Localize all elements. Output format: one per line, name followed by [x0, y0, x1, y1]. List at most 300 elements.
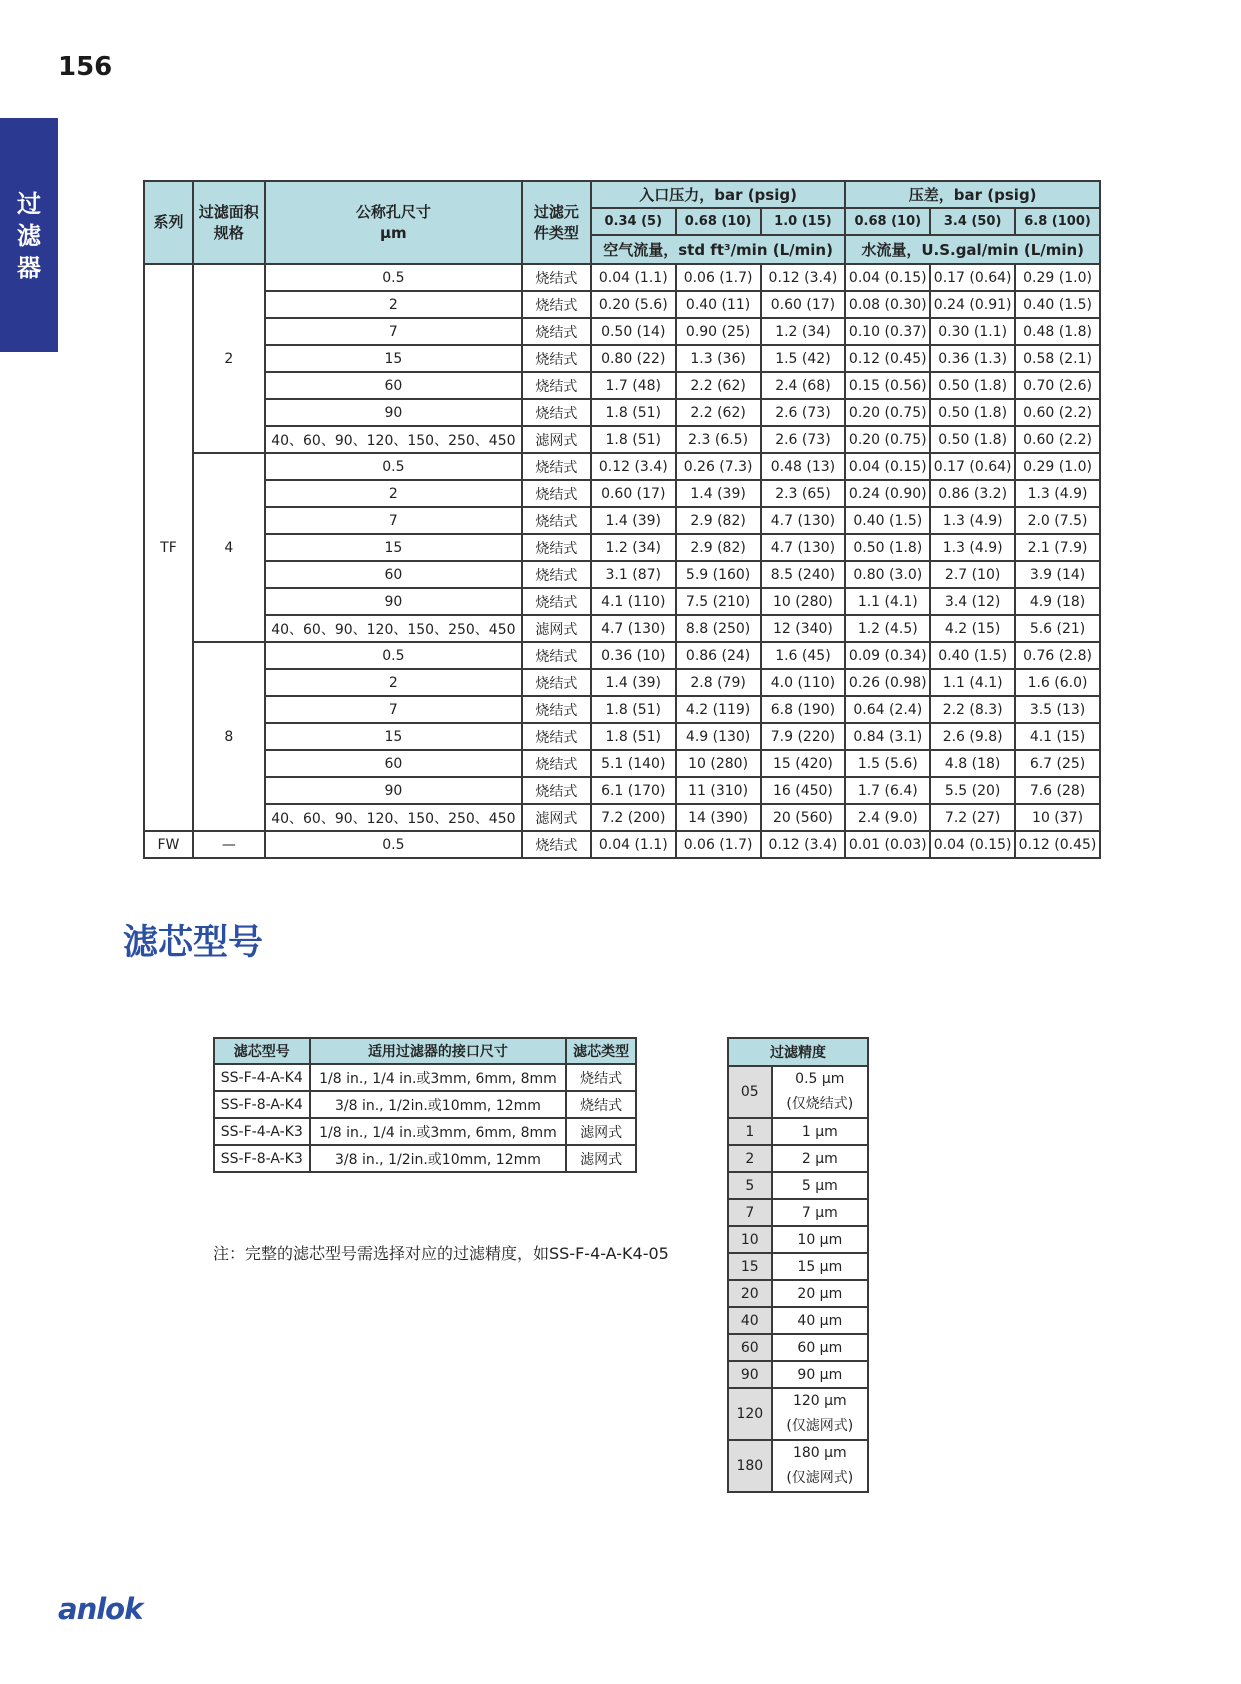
spec-cell: 5.5 (20): [930, 777, 1015, 804]
model-cell: SS-F-8-A-K4: [214, 1091, 310, 1118]
spec-cell: 7: [265, 696, 522, 723]
spec-cell: 0.12 (0.45): [1015, 831, 1100, 858]
spec-cell: 2.3 (6.5): [676, 426, 761, 453]
precision-row: [728, 1199, 868, 1226]
spec-cell: 60: [265, 750, 522, 777]
spec-cell: 0.80 (22): [591, 345, 676, 372]
header-series: 系列: [144, 181, 193, 264]
precision-code: 120: [728, 1388, 772, 1440]
spec-row: [144, 696, 1100, 723]
spec-cell: 0.76 (2.8): [1015, 642, 1100, 669]
model-cell: 滤网式: [566, 1118, 636, 1145]
precision-header: 过滤精度: [728, 1038, 868, 1066]
spec-cell: 0.04 (0.15): [845, 264, 930, 291]
spec-cell: 2.2 (8.3): [930, 696, 1015, 723]
spec-cell: 2: [265, 669, 522, 696]
header-pore-size: [265, 181, 522, 264]
spec-cell: 1.2 (34): [761, 318, 846, 345]
spec-cell: 2.6 (73): [761, 426, 846, 453]
spec-row: [144, 372, 1100, 399]
spec-cell: 0.60 (2.2): [1015, 399, 1100, 426]
spec-cell: 0.01 (0.03): [845, 831, 930, 858]
spec-cell: 0.40 (1.5): [1015, 291, 1100, 318]
spec-cell: 1.5 (5.6): [845, 750, 930, 777]
spec-cell: 烧结式: [522, 453, 591, 480]
model-cell: 烧结式: [566, 1064, 636, 1091]
header-area-line1: 过滤面积: [198, 202, 259, 221]
header-element-line1: 过滤元: [533, 202, 579, 221]
spec-cell: 1.7 (6.4): [845, 777, 930, 804]
spec-cell: 0.29 (1.0): [1015, 453, 1100, 480]
precision-value: 90 μm: [772, 1361, 868, 1388]
spec-row: [144, 453, 1100, 480]
precision-value: [772, 1388, 868, 1440]
spec-cell: 40、60、90、120、150、250、450: [265, 804, 522, 831]
precision-code: 90: [728, 1361, 772, 1388]
spec-cell: 3.1 (87): [591, 561, 676, 588]
spec-cell: 烧结式: [522, 669, 591, 696]
spec-row: [144, 723, 1100, 750]
precision-code: 05: [728, 1066, 772, 1118]
spec-cell: 20 (560): [761, 804, 846, 831]
spec-cell: 7: [265, 507, 522, 534]
spec-cell: 0.40 (11): [676, 291, 761, 318]
precision-code: 15: [728, 1253, 772, 1280]
spec-cell: 1.3 (36): [676, 345, 761, 372]
model-row: [214, 1064, 636, 1091]
spec-cell: 4.7 (130): [761, 507, 846, 534]
spec-cell: 0.24 (0.90): [845, 480, 930, 507]
spec-cell: 2.9 (82): [676, 534, 761, 561]
spec-cell: 0.60 (17): [761, 291, 846, 318]
header-pore-line1: 公称孔尺寸: [355, 202, 431, 221]
spec-cell: 烧结式: [522, 696, 591, 723]
spec-cell: 烧结式: [522, 291, 591, 318]
spec-cell: 11 (310): [676, 777, 761, 804]
spec-cell: 烧结式: [522, 345, 591, 372]
spec-cell: 2.4 (9.0): [845, 804, 930, 831]
spec-cell: 烧结式: [522, 588, 591, 615]
precision-value: 5 μm: [772, 1172, 868, 1199]
precision-value-text: 0.5 μm: [795, 1071, 845, 1087]
spec-cell: 7.2 (200): [591, 804, 676, 831]
spec-cell: 0.09 (0.34): [845, 642, 930, 669]
precision-code: 7: [728, 1199, 772, 1226]
spec-cell: 0.24 (0.91): [930, 291, 1015, 318]
spec-cell: 4.2 (15): [930, 615, 1015, 642]
spec-cell: 1.8 (51): [591, 723, 676, 750]
side-tab-char: 滤: [17, 222, 41, 250]
spec-cell: 烧结式: [522, 399, 591, 426]
spec-cell: 1.2 (4.5): [845, 615, 930, 642]
spec-cell: 7.6 (28): [1015, 777, 1100, 804]
spec-cell: 0.04 (1.1): [591, 264, 676, 291]
spec-cell: 0.04 (0.15): [930, 831, 1015, 858]
model-row: [214, 1145, 636, 1172]
spec-cell: 0.50 (14): [591, 318, 676, 345]
spec-cell: 40、60、90、120、150、250、450: [265, 615, 522, 642]
spec-cell: 4.9 (18): [1015, 588, 1100, 615]
spec-cell: 5.9 (160): [676, 561, 761, 588]
spec-cell: 3.9 (14): [1015, 561, 1100, 588]
spec-cell: 4.7 (130): [591, 615, 676, 642]
precision-note: (仅滤网式): [786, 1418, 854, 1434]
header-inlet-value: 1.0 (15): [761, 208, 846, 235]
spec-cell: 滤网式: [522, 615, 591, 642]
side-tab-char: 器: [17, 254, 41, 282]
header-element-type: [522, 181, 591, 264]
spec-row: [144, 588, 1100, 615]
spec-cell: 2.0 (7.5): [1015, 507, 1100, 534]
spec-cell: 2.3 (65): [761, 480, 846, 507]
spec-row: [144, 750, 1100, 777]
spec-cell: 7.2 (27): [930, 804, 1015, 831]
spec-cell: 烧结式: [522, 831, 591, 858]
model-header: 滤芯型号: [214, 1038, 310, 1064]
spec-cell: 0.90 (25): [676, 318, 761, 345]
spec-cell: 16 (450): [761, 777, 846, 804]
spec-cell: 0.40 (1.5): [930, 642, 1015, 669]
spec-cell: 4.0 (110): [761, 669, 846, 696]
series-cell: TF: [144, 264, 193, 831]
spec-row: [144, 561, 1100, 588]
header-pressure-diff: 压差，bar (psig): [845, 181, 1100, 208]
spec-cell: 0.86 (24): [676, 642, 761, 669]
spec-cell: 0.29 (1.0): [1015, 264, 1100, 291]
spec-cell: 15: [265, 345, 522, 372]
spec-cell: 1.4 (39): [676, 480, 761, 507]
precision-value: 15 μm: [772, 1253, 868, 1280]
spec-cell: 2.6 (9.8): [930, 723, 1015, 750]
precision-row: [728, 1334, 868, 1361]
model-cell: 1/8 in., 1/4 in.或3mm, 6mm, 8mm: [310, 1118, 567, 1145]
spec-cell: —: [193, 831, 265, 858]
spec-cell: 烧结式: [522, 534, 591, 561]
model-cell: SS-F-4-A-K4: [214, 1064, 310, 1091]
model-cell: 滤网式: [566, 1145, 636, 1172]
spec-cell: 烧结式: [522, 507, 591, 534]
spec-cell: 6.1 (170): [591, 777, 676, 804]
header-water-flow: 水流量，U.S.gal/min (L/min): [845, 235, 1100, 264]
spec-cell: 0.86 (3.2): [930, 480, 1015, 507]
spec-cell: 0.5: [265, 642, 522, 669]
header-element-line2: 件类型: [533, 223, 579, 242]
spec-cell: 0.17 (0.64): [930, 453, 1015, 480]
precision-value-text: 180 μm: [792, 1445, 847, 1461]
spec-cell: 1.8 (51): [591, 696, 676, 723]
spec-cell: 15 (420): [761, 750, 846, 777]
spec-cell: 1.4 (39): [591, 669, 676, 696]
spec-cell: 90: [265, 777, 522, 804]
spec-cell: 0.5: [265, 831, 522, 858]
area-cell: 2: [193, 264, 265, 453]
spec-cell: 15: [265, 723, 522, 750]
spec-cell: 1.8 (51): [591, 426, 676, 453]
flow-spec-body: [144, 264, 1100, 858]
spec-cell: 1.7 (48): [591, 372, 676, 399]
spec-cell: 0.04 (1.1): [591, 831, 676, 858]
precision-code: 40: [728, 1307, 772, 1334]
spec-cell: 0.50 (1.8): [930, 399, 1015, 426]
precision-value: [772, 1440, 868, 1492]
spec-cell: 3.4 (12): [930, 588, 1015, 615]
precision-row: [728, 1440, 868, 1492]
section-side-tab: [0, 118, 58, 352]
spec-row: [144, 426, 1100, 453]
spec-cell: 0.30 (1.1): [930, 318, 1015, 345]
spec-cell: 0.12 (3.4): [761, 831, 846, 858]
header-inlet-value: 0.34 (5): [591, 208, 676, 235]
spec-row: [144, 345, 1100, 372]
spec-cell: 2.7 (10): [930, 561, 1015, 588]
spec-cell: 1.3 (4.9): [930, 507, 1015, 534]
spec-cell: 5.1 (140): [591, 750, 676, 777]
spec-cell: 8.5 (240): [761, 561, 846, 588]
spec-cell: 3.5 (13): [1015, 696, 1100, 723]
spec-cell: 60: [265, 372, 522, 399]
spec-cell: 10 (37): [1015, 804, 1100, 831]
precision-row: [728, 1388, 868, 1440]
spec-cell: 2.9 (82): [676, 507, 761, 534]
spec-cell: 0.20 (0.75): [845, 426, 930, 453]
spec-row: [144, 480, 1100, 507]
spec-cell: 1.6 (45): [761, 642, 846, 669]
spec-cell: 烧结式: [522, 723, 591, 750]
spec-cell: 0.60 (2.2): [1015, 426, 1100, 453]
precision-value: 2 μm: [772, 1145, 868, 1172]
spec-cell: 0.84 (3.1): [845, 723, 930, 750]
precision-value-text: 120 μm: [792, 1393, 847, 1409]
spec-cell: 1.3 (4.9): [930, 534, 1015, 561]
precision-value: 7 μm: [772, 1199, 868, 1226]
spec-row: [144, 291, 1100, 318]
precision-value: 60 μm: [772, 1334, 868, 1361]
spec-cell: 0.12 (3.4): [591, 453, 676, 480]
precision-row: [728, 1226, 868, 1253]
spec-cell: 12 (340): [761, 615, 846, 642]
spec-cell: 1.3 (4.9): [1015, 480, 1100, 507]
precision-code: 5: [728, 1172, 772, 1199]
spec-cell: 烧结式: [522, 777, 591, 804]
spec-cell: 烧结式: [522, 372, 591, 399]
model-cell: 3/8 in., 1/2in.或10mm, 12mm: [310, 1091, 567, 1118]
spec-cell: 14 (390): [676, 804, 761, 831]
precision-note: (仅滤网式): [786, 1470, 854, 1486]
spec-cell: 烧结式: [522, 480, 591, 507]
model-cell: 3/8 in., 1/2in.或10mm, 12mm: [310, 1145, 567, 1172]
spec-cell: 1.4 (39): [591, 507, 676, 534]
side-tab-char: 过: [17, 190, 41, 218]
header-pore-line2: μm: [380, 223, 407, 242]
spec-cell: 1.2 (34): [591, 534, 676, 561]
spec-cell: FW: [144, 831, 193, 858]
spec-cell: 0.50 (1.8): [930, 372, 1015, 399]
spec-row-fw: [144, 831, 1100, 858]
model-row: [214, 1118, 636, 1145]
spec-cell: 0.50 (1.8): [930, 426, 1015, 453]
precision-row: [728, 1280, 868, 1307]
spec-cell: 0.26 (7.3): [676, 453, 761, 480]
spec-cell: 7.9 (220): [761, 723, 846, 750]
precision-value: 20 μm: [772, 1280, 868, 1307]
precision-note: (仅烧结式): [786, 1096, 854, 1112]
spec-cell: 0.20 (0.75): [845, 399, 930, 426]
precision-row: [728, 1145, 868, 1172]
spec-cell: 2.8 (79): [676, 669, 761, 696]
spec-cell: 4.2 (119): [676, 696, 761, 723]
spec-row: [144, 615, 1100, 642]
precision-value: 10 μm: [772, 1226, 868, 1253]
spec-cell: 0.04 (0.15): [845, 453, 930, 480]
spec-cell: 7: [265, 318, 522, 345]
spec-cell: 0.12 (3.4): [761, 264, 846, 291]
header-area: [193, 181, 265, 264]
spec-cell: 0.60 (17): [591, 480, 676, 507]
spec-cell: 0.08 (0.30): [845, 291, 930, 318]
header-diff-value: 0.68 (10): [845, 208, 930, 235]
precision-value: 1 μm: [772, 1118, 868, 1145]
spec-cell: 滤网式: [522, 804, 591, 831]
spec-cell: 2: [265, 480, 522, 507]
spec-row: [144, 534, 1100, 561]
model-header: 适用过滤器的接口尺寸: [310, 1038, 567, 1064]
spec-cell: 0.36 (10): [591, 642, 676, 669]
model-table-body: [214, 1064, 636, 1172]
spec-cell: 0.50 (1.8): [845, 534, 930, 561]
spec-cell: 0.5: [265, 453, 522, 480]
spec-cell: 1.8 (51): [591, 399, 676, 426]
spec-cell: 2.2 (62): [676, 399, 761, 426]
header-diff-value: 3.4 (50): [930, 208, 1015, 235]
header-inlet-pressure: 入口压力，bar (psig): [591, 181, 846, 208]
spec-cell: 烧结式: [522, 264, 591, 291]
spec-cell: 7.5 (210): [676, 588, 761, 615]
spec-row: [144, 318, 1100, 345]
spec-cell: 0.70 (2.6): [1015, 372, 1100, 399]
spec-cell: 40、60、90、120、150、250、450: [265, 426, 522, 453]
precision-code: 2: [728, 1145, 772, 1172]
model-cell: 烧结式: [566, 1091, 636, 1118]
spec-cell: 1.1 (4.1): [845, 588, 930, 615]
cartridge-model-table: [213, 1037, 637, 1173]
spec-cell: 0.80 (3.0): [845, 561, 930, 588]
spec-cell: 2.2 (62): [676, 372, 761, 399]
spec-cell: 0.58 (2.1): [1015, 345, 1100, 372]
spec-cell: 90: [265, 399, 522, 426]
spec-cell: 0.15 (0.56): [845, 372, 930, 399]
model-header: 滤芯类型: [566, 1038, 636, 1064]
spec-cell: 0.06 (1.7): [676, 264, 761, 291]
spec-cell: 5.6 (21): [1015, 615, 1100, 642]
spec-cell: 4.1 (15): [1015, 723, 1100, 750]
spec-cell: 8.8 (250): [676, 615, 761, 642]
precision-row: [728, 1066, 868, 1118]
precision-row: [728, 1253, 868, 1280]
area-cell: 4: [193, 453, 265, 642]
spec-cell: 1.6 (6.0): [1015, 669, 1100, 696]
header-diff-value: 6.8 (100): [1015, 208, 1100, 235]
spec-row: [144, 642, 1100, 669]
spec-cell: 4.8 (18): [930, 750, 1015, 777]
spec-cell: 烧结式: [522, 318, 591, 345]
spec-cell: 0.48 (1.8): [1015, 318, 1100, 345]
spec-cell: 0.12 (0.45): [845, 345, 930, 372]
header-air-flow: 空气流量，std ft³/min (L/min): [591, 235, 846, 264]
spec-cell: 4.9 (130): [676, 723, 761, 750]
spec-cell: 滤网式: [522, 426, 591, 453]
area-cell: 8: [193, 642, 265, 831]
spec-cell: 烧结式: [522, 642, 591, 669]
precision-row: [728, 1307, 868, 1334]
footnote: 注：完整的滤芯型号需选择对应的过滤精度，如SS-F-4-A-K4-05: [213, 1244, 669, 1263]
spec-cell: 0.48 (13): [761, 453, 846, 480]
precision-table-body: [728, 1066, 868, 1492]
spec-cell: 10 (280): [761, 588, 846, 615]
precision-code: 180: [728, 1440, 772, 1492]
brand-logo: anlok: [58, 1592, 143, 1626]
precision-code: 20: [728, 1280, 772, 1307]
model-row: [214, 1091, 636, 1118]
spec-cell: 烧结式: [522, 750, 591, 777]
spec-cell: 2.6 (73): [761, 399, 846, 426]
spec-cell: 60: [265, 561, 522, 588]
precision-code: 60: [728, 1334, 772, 1361]
precision-table: [727, 1037, 869, 1493]
spec-cell: 0.10 (0.37): [845, 318, 930, 345]
spec-cell: 0.06 (1.7): [676, 831, 761, 858]
precision-row: [728, 1118, 868, 1145]
model-cell: SS-F-4-A-K3: [214, 1118, 310, 1145]
spec-row: [144, 264, 1100, 291]
spec-cell: 0.20 (5.6): [591, 291, 676, 318]
header-area-line2: 规格: [213, 223, 244, 242]
model-cell: 1/8 in., 1/4 in.或3mm, 6mm, 8mm: [310, 1064, 567, 1091]
spec-cell: 15: [265, 534, 522, 561]
spec-row: [144, 507, 1100, 534]
spec-cell: 1.1 (4.1): [930, 669, 1015, 696]
spec-cell: 6.7 (25): [1015, 750, 1100, 777]
page-number: 156: [58, 52, 113, 82]
spec-cell: 0.64 (2.4): [845, 696, 930, 723]
spec-cell: 6.8 (190): [761, 696, 846, 723]
spec-cell: 2: [265, 291, 522, 318]
spec-cell: 0.5: [265, 264, 522, 291]
precision-row: [728, 1361, 868, 1388]
model-cell: SS-F-8-A-K3: [214, 1145, 310, 1172]
spec-cell: 1.5 (42): [761, 345, 846, 372]
spec-row: [144, 804, 1100, 831]
header-inlet-value: 0.68 (10): [676, 208, 761, 235]
spec-cell: 0.36 (1.3): [930, 345, 1015, 372]
spec-cell: 10 (280): [676, 750, 761, 777]
spec-cell: 0.26 (0.98): [845, 669, 930, 696]
spec-cell: 烧结式: [522, 561, 591, 588]
section-title: 滤芯型号: [123, 923, 264, 963]
precision-value: 40 μm: [772, 1307, 868, 1334]
spec-row: [144, 399, 1100, 426]
flow-spec-table: [143, 180, 1101, 859]
spec-row: [144, 669, 1100, 696]
spec-cell: 90: [265, 588, 522, 615]
spec-cell: 4.7 (130): [761, 534, 846, 561]
spec-cell: 2.4 (68): [761, 372, 846, 399]
spec-row: [144, 777, 1100, 804]
precision-row: [728, 1172, 868, 1199]
spec-cell: 0.40 (1.5): [845, 507, 930, 534]
precision-code: 10: [728, 1226, 772, 1253]
spec-cell: 2.1 (7.9): [1015, 534, 1100, 561]
precision-code: 1: [728, 1118, 772, 1145]
